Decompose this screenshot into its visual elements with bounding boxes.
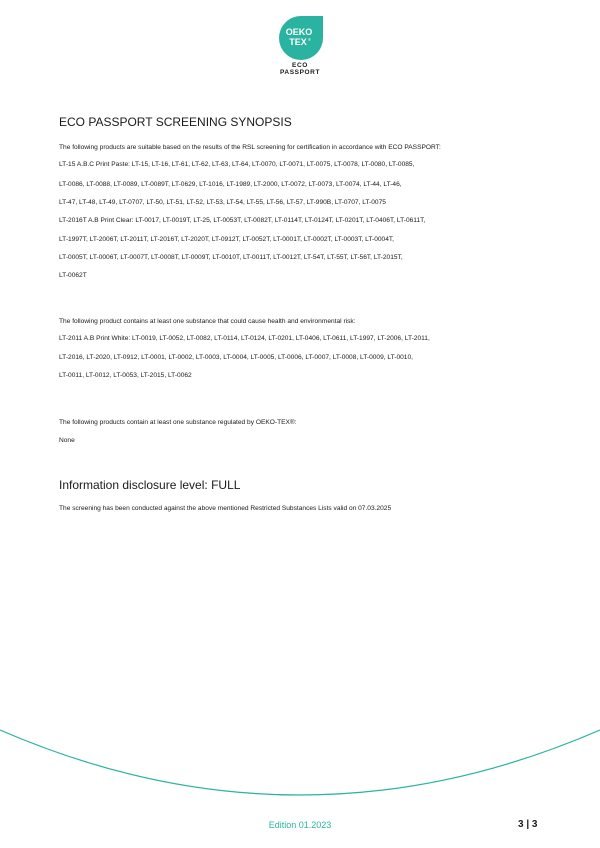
suitable-line: LT-47, LT-48, LT-49, LT-0707, LT-50, LT-51, LT-52, LT-53, LT-54, LT-55, LT-56, LT-57, LT-990B, LT-0707, LT-0075	[59, 199, 386, 206]
logo-text-oeko: OEKO	[285, 27, 313, 37]
risk-line: LT-0011, LT-0012, LT-0053, LT-2015, LT-0062	[59, 372, 192, 379]
logo-subtitle-passport: PASSPORT	[279, 69, 321, 76]
oeko-tex-logo	[279, 16, 323, 60]
suitable-line: LT-0086, LT-0088, LT-0089, LT-0089T, LT-0629, LT-1016, LT-1989, LT-2000, LT-0072, LT-0073, LT-0074, LT-44, LT-46,	[59, 181, 402, 188]
disclosure-note: The screening has been conducted against the above mentioned Restricted Substances Lists valid on 07.03.2025	[59, 505, 392, 512]
page-title: ECO PASSPORT SCREENING SYNOPSIS	[59, 115, 292, 129]
disclosure-title: Information disclosure level: FULL	[59, 478, 241, 492]
regulated-intro: The following products contain at least one substance regulated by OEKO-TEX®:	[59, 419, 297, 426]
risk-line: LT-2011 A.B Print White: LT-0019, LT-0052, LT-0082, LT-0114, LT-0124, LT-0201, LT-0406, LT-0611, LT-1997, LT-2006, LT-2011,	[59, 335, 430, 342]
suitable-line: LT-2016T A.B Print Clear: LT-0017, LT-0019T, LT-25, LT-0053T, LT-0082T, LT-0114T, LT-0124T, LT-0201T, LT-0406T, LT-0611T,	[59, 217, 426, 224]
footer-edition: Edition 01.2023	[268, 820, 332, 830]
regulated-value: None	[59, 437, 75, 444]
suitable-line: LT-15 A.B.C Print Paste: LT-15, LT-16, LT-61, LT-62, LT-63, LT-64, LT-0070, LT-0071, LT-0075, LT-0078, LT-0080, LT-0085,	[59, 161, 415, 168]
risk-line: LT-2016, LT-2020, LT-0912, LT-0001, LT-0002, LT-0003, LT-0004, LT-0005, LT-0006, LT-0007, LT-0008, LT-0009, LT-0010,	[59, 354, 413, 361]
risk-intro: The following product contains at least one substance that could cause health and environmental risk:	[59, 318, 356, 325]
suitable-intro: The following products are suitable based on the results of the RSL screening for certification in accordance with ECO PASSPORT:	[59, 144, 441, 151]
suitable-line: LT-1997T, LT-2006T, LT-2011T, LT-2016T, LT-2020T, LT-0912T, LT-0052T, LT-0001T, LT-0002T, LT-0003T, LT-0004T,	[59, 236, 394, 243]
suitable-line: LT-0005T, LT-0006T, LT-0007T, LT-0008T, LT-0009T, LT-0010T, LT-0011T, LT-0012T, LT-54T, LT-55T, LT-56T, LT-2015T,	[59, 254, 403, 261]
logo-subtitle-eco: ECO	[292, 62, 308, 69]
logo-text-tex: TEX	[289, 37, 307, 47]
suitable-line: LT-0062T	[59, 272, 87, 279]
footer-page-number: 3 | 3	[518, 819, 538, 830]
logo-registered-mark: ®	[308, 37, 311, 42]
footer-curve-decoration	[0, 690, 600, 830]
